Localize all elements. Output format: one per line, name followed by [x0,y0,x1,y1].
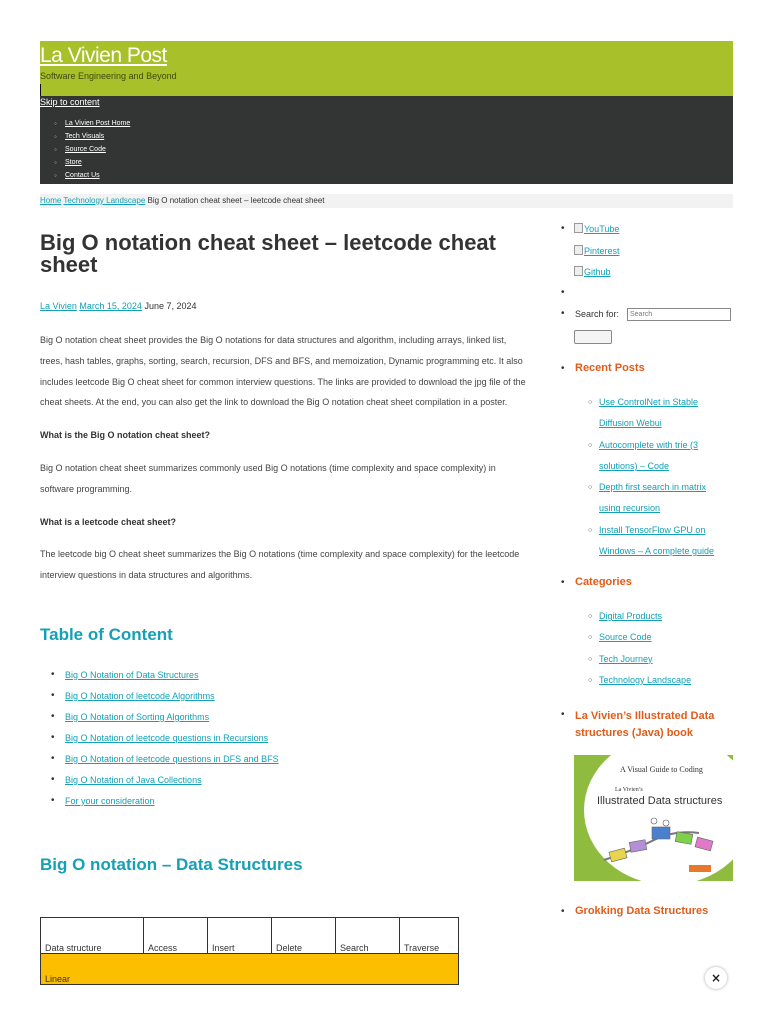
breadcrumb-home[interactable]: Home [40,196,62,205]
recent-posts-list [599,392,714,562]
categories-list [599,606,691,691]
table-row [41,954,459,985]
recent-posts-title: Recent Posts [575,362,645,374]
nav-item-home [54,120,130,133]
breadcrumb-category[interactable]: Technology Landscape [63,196,146,205]
site-header [40,41,733,96]
toc-item [65,733,279,754]
intro-paragraph: Big O notation cheat sheet provides the Big O notations for data structures and algorithm, including arrays, linked list, trees, hash tables, graphs, sorting, search, recursion, DFS and BFS, and memoization, Dynamic programming etc. It also includes leetcode Big O cheat sheet for common interview questions. The links are provided to download the jpg file of the cheat sheets. At the end, you can also get the link to download the Big O notation cheat sheet compilation in a poster. [40,335,526,408]
toc-item [65,712,279,733]
table-header-cell: Delete [272,918,336,954]
github-icon [574,266,583,276]
book-title-line: structures (Java) book [575,727,693,739]
category-item [599,670,691,691]
pinterest-link[interactable] [574,245,620,256]
table-header-cell: Insert [208,918,272,954]
breadcrumb-current: Big O notation cheat sheet – leetcode cheat sheet [147,196,325,205]
toc-link-dfs-bfs[interactable]: Big O Notation of leetcode questions in DFS and BFS [65,754,279,764]
table-header-row [41,918,459,954]
published-date-link[interactable]: March 15, 2024 [79,301,142,311]
data-structures-table [40,917,459,985]
grokking-widget-title: Grokking Data Structures [575,905,709,917]
recent-post-line: Windows – A complete guide [599,546,715,557]
category-link-source-code[interactable]: Source Code [599,632,652,643]
category-link-tech-journey[interactable]: Tech Journey [599,653,653,664]
recent-post-link[interactable] [599,440,698,471]
faq-answer-2: The leetcode big O cheat sheet summarizes the Big O notations (time complexity and space complexity) for the leetcode interview questions in data structures and algorithms. [40,549,520,581]
recent-post-link[interactable] [599,525,714,556]
youtube-link[interactable] [574,223,619,234]
skip-link-wrap [40,97,100,107]
breadcrumb [40,194,733,208]
recent-post-line: Diffusion Webui [599,418,662,429]
category-item [599,606,691,627]
nav-link-store[interactable]: Store [65,159,82,166]
recent-post-line: solutions) – Code [599,460,670,471]
list-bullet: • [561,223,565,234]
nav-item-store [54,159,130,172]
category-item [599,649,691,670]
list-bullet: • [561,709,565,720]
toc-item [65,796,279,817]
categories-title: Categories [575,576,632,588]
table-header-cell: Search [336,918,400,954]
recent-post-line: Install TensorFlow GPU on [599,524,706,535]
list-bullet: • [561,287,565,298]
author-link[interactable]: La Vivien [40,301,77,311]
toc-link-algorithms[interactable]: Big O Notation of leetcode Algorithms [65,691,215,701]
nav-link-source-code[interactable]: Source Code [65,146,106,153]
github-alt-text: Github [584,267,611,277]
table-of-content [40,670,279,817]
recent-post-line: Autocomplete with trie (3 [599,439,699,450]
recent-post-link[interactable] [599,397,698,428]
nav-item-tech-visuals [54,133,130,146]
table-header-cell: Traverse [400,918,459,954]
nav-item-contact [54,172,130,185]
pinterest-alt-text: Pinterest [584,246,620,256]
recent-post-item [599,477,714,520]
site-title [40,44,167,68]
post-title: Big O notation cheat sheet – leetcode cheat sheet [40,230,496,277]
youtube-icon [574,223,583,233]
search-input[interactable]: Search [627,308,731,321]
category-link-digital-products[interactable]: Digital Products [599,611,663,621]
toc-heading: Table of Content [40,625,173,644]
toc-link-recursions[interactable]: Big O Notation of leetcode questions in Recursions [65,733,269,743]
nav-link-tech-visuals[interactable]: Tech Visuals [65,133,105,140]
recent-post-line: Use ControlNet in Stable [599,397,699,407]
recent-post-item [599,520,714,563]
book-cover-title: Illustrated Data structures [597,795,723,807]
recent-post-link[interactable] [599,482,706,513]
nav-item-source-code [54,146,130,159]
list-bullet: • [561,363,565,374]
github-link[interactable] [574,266,611,277]
site-tagline: Software Engineering and Beyond [40,71,177,81]
nav-link-home[interactable]: La Vivien Post Home [65,120,131,127]
youtube-alt-text: YouTube [584,224,620,234]
skip-to-content-link[interactable]: Skip to content [40,97,100,107]
list-bullet: • [561,577,565,588]
book-widget-title [575,708,714,742]
book-illustration [574,755,733,881]
faq-question-1: What is the Big O notation cheat sheet? [40,430,211,441]
toc-item [65,691,279,712]
book-cover-image[interactable] [574,755,733,881]
recent-post-item [599,435,714,478]
faq-question-2: What is a leetcode cheat sheet? [40,516,177,527]
site-title-link[interactable]: La Vivien Post [40,44,167,67]
recent-post-line: Depth first search in matrix [599,482,707,493]
toc-link-java-collections[interactable]: Big O Notation of Java Collections [65,775,202,785]
list-bullet: • [561,308,565,319]
recent-post-line: using recursion [599,503,661,514]
nav-menu [54,120,130,185]
table-header-cell: Access [144,918,208,954]
list-bullet: • [561,906,565,917]
text-cursor [40,84,41,96]
book-title-line: La Vivien’s Illustrated Data [575,710,715,722]
close-icon[interactable]: × [705,967,727,989]
post-content [40,330,528,598]
book-cover-author: La Vivien’s [615,787,643,793]
category-link-technology-landscape[interactable]: Technology Landscape [599,674,692,685]
toc-item [65,775,279,796]
table-category-cell: Linear [41,954,459,985]
category-item [599,627,691,648]
search-label: Search for: [575,309,620,319]
toc-item [65,754,279,775]
nav-link-contact[interactable]: Contact Us [65,172,100,179]
updated-date: June 7, 2024 [144,301,197,311]
section-heading-data-structures: Big O notation – Data Structures [40,855,303,874]
main-navigation [40,96,733,184]
recent-post-item [599,392,714,435]
search-button[interactable] [574,330,612,344]
toc-item [65,670,279,691]
pinterest-icon [574,245,583,255]
toc-link-sorting[interactable]: Big O Notation of Sorting Algorithms [65,712,210,722]
toc-link-data-structures[interactable]: Big O Notation of Data Structures [65,670,199,680]
faq-answer-1: Big O notation cheat sheet summarizes commonly used Big O notations (time complexity and space complexity) in software programming. [40,462,496,494]
book-cover-subtitle: A Visual Guide to Coding [620,765,703,774]
toc-link-consideration[interactable]: For your consideration [65,796,155,806]
post-meta [40,301,197,311]
table-header-cell: Data structure [41,918,144,954]
